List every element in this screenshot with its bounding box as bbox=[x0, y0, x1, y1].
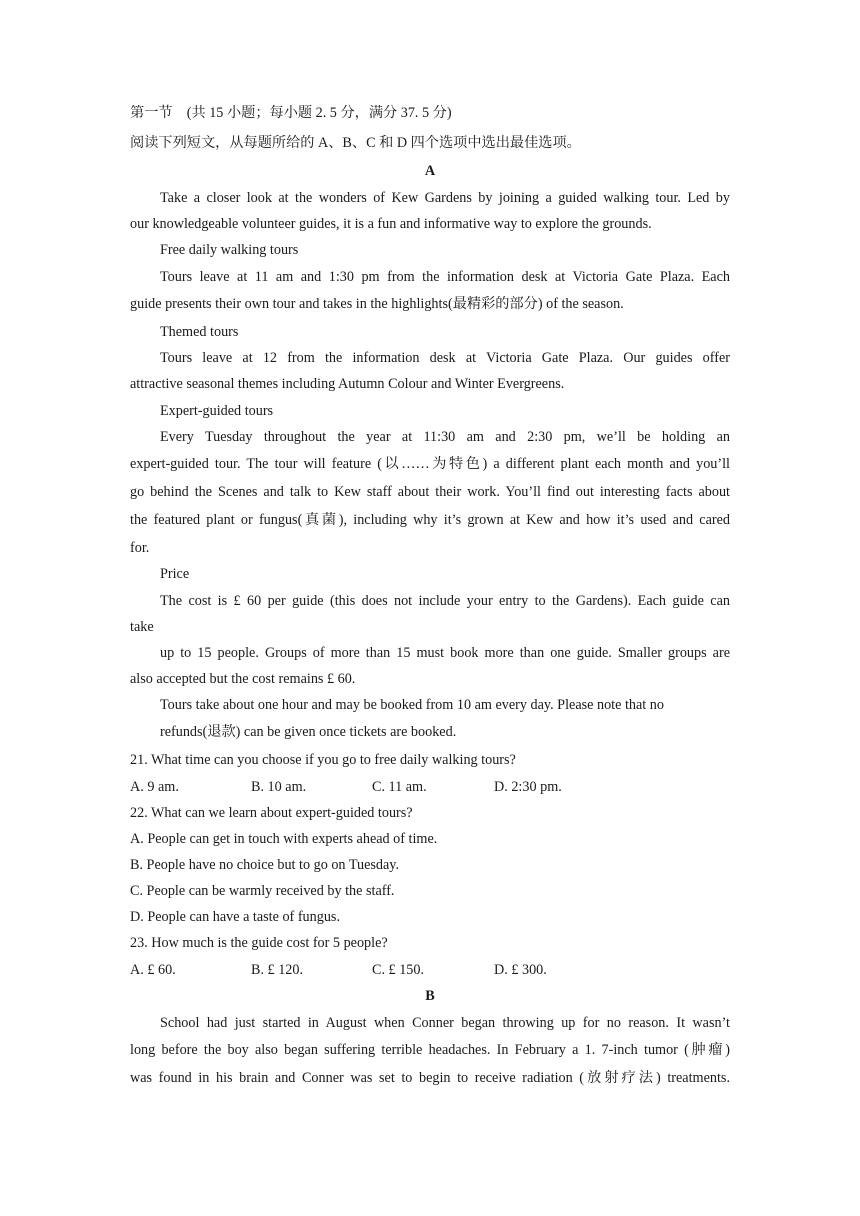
option-21-c: C. 11 am. bbox=[372, 779, 427, 795]
passage-a-line: refunds(退款) can be given once tickets are booked. bbox=[160, 724, 457, 740]
passage-a-line: expert-guided tour. The tour will feature (以……为特色) a different plant each month and you’ll bbox=[130, 456, 730, 472]
passage-a-line: Tours leave at 12 from the information desk at Victoria Gate Plaza. Our guides offer bbox=[160, 350, 730, 366]
option-23-c: C. £ 150. bbox=[372, 962, 425, 978]
passage-a-subheading: Price bbox=[160, 566, 190, 582]
passage-a-line: Every Tuesday throughout the year at 11:30 am and 2:30 pm, we’ll be holding an bbox=[160, 429, 730, 445]
passage-b-line: long before the boy also began suffering terrible headaches. In February a 1. 7-inch tumor (肿瘤) bbox=[130, 1042, 730, 1058]
option-22-b: B. People have no choice but to go on Tuesday. bbox=[130, 857, 400, 873]
passage-a-line: attractive seasonal themes including Autumn Colour and Winter Evergreens. bbox=[130, 376, 565, 392]
passage-a-line: the featured plant or fungus(真菌), including why it’s grown at Kew and how it’s used and cared bbox=[130, 512, 730, 528]
passage-a-line: Tours leave at 11 am and 1:30 pm from the information desk at Victoria Gate Plaza. Each bbox=[160, 269, 730, 285]
instruction-text: 阅读下列短文，从每题所给的 A、B、C 和 D 四个选项中选出最佳选项。 bbox=[130, 135, 581, 151]
option-21-d: D. 2:30 pm. bbox=[494, 779, 562, 795]
passage-a-line: for. bbox=[130, 540, 150, 556]
option-22-c: C. People can be warmly received by the staff. bbox=[130, 883, 395, 899]
passage-a-line: guide presents their own tour and takes in the highlights(最精彩的部分) of the season. bbox=[130, 296, 624, 312]
option-21-a: A. 9 am. bbox=[130, 779, 179, 795]
section-heading: 第一节 (共 15 小题；每小题 2. 5 分，满分 37. 5 分) bbox=[130, 105, 452, 121]
passage-b-line: School had just started in August when Conner began throwing up for no reason. It wasn’t bbox=[160, 1015, 730, 1031]
question-22: 22. What can we learn about expert-guided tours? bbox=[130, 805, 413, 821]
option-23-a: A. £ 60. bbox=[130, 962, 176, 978]
passage-a-line: also accepted but the cost remains £ 60. bbox=[130, 671, 356, 687]
option-23-b: B. £ 120. bbox=[251, 962, 304, 978]
passage-a-subheading: Themed tours bbox=[160, 324, 239, 340]
passage-a-line: our knowledgeable volunteer guides, it is a fun and informative way to explore the grounds. bbox=[130, 216, 652, 232]
question-21: 21. What time can you choose if you go to free daily walking tours? bbox=[130, 752, 516, 768]
option-21-b: B. 10 am. bbox=[251, 779, 307, 795]
option-22-d: D. People can have a taste of fungus. bbox=[130, 909, 340, 925]
passage-a-line: The cost is £ 60 per guide (this does not include your entry to the Gardens). Each guide can bbox=[160, 593, 730, 609]
passage-a-line: go behind the Scenes and talk to Kew staff about their work. You’ll find out interesting facts about bbox=[130, 484, 730, 500]
passage-a-label: A bbox=[424, 163, 436, 179]
passage-a-subheading: Expert-guided tours bbox=[160, 403, 274, 419]
question-23: 23. How much is the guide cost for 5 people? bbox=[130, 935, 388, 951]
passage-a-subheading: Free daily walking tours bbox=[160, 242, 299, 258]
passage-a-line: Take a closer look at the wonders of Kew Gardens by joining a guided walking tour. Led by bbox=[160, 190, 730, 206]
passage-a-line: Tours take about one hour and may be booked from 10 am every day. Please note that no bbox=[160, 697, 664, 713]
passage-b-label: B bbox=[425, 988, 435, 1004]
passage-a-line: take bbox=[130, 619, 154, 635]
option-22-a: A. People can get in touch with experts ahead of time. bbox=[130, 831, 438, 847]
option-23-d: D. £ 300. bbox=[494, 962, 547, 978]
passage-b-line: was found in his brain and Conner was set to begin to receive radiation (放射疗法) treatments. bbox=[130, 1070, 730, 1086]
passage-a-line: up to 15 people. Groups of more than 15 must book more than one guide. Smaller groups are bbox=[160, 645, 730, 661]
